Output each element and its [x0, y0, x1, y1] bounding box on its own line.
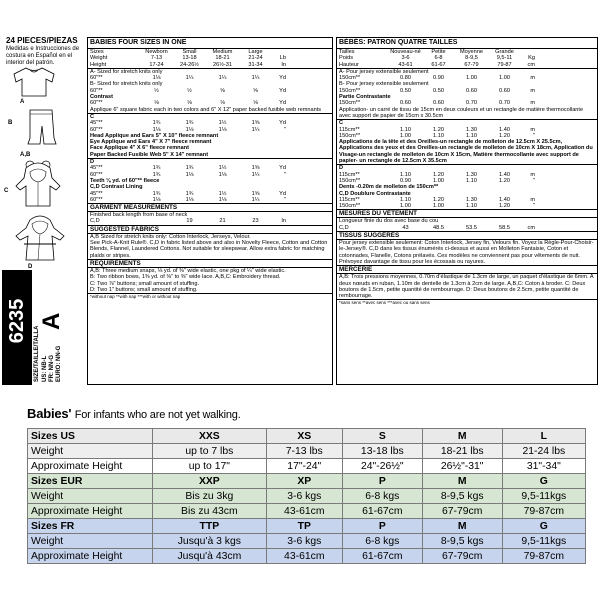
- size-chart-cell: XP: [266, 474, 342, 489]
- size-chart-table: [27, 428, 586, 564]
- size-chart-cell: XS: [266, 429, 342, 444]
- size-chart-row-label: Weight: [28, 534, 153, 549]
- figure-a-romper: [8, 66, 60, 98]
- en-contrast-label: Contrast: [90, 94, 113, 101]
- english-panel: [87, 37, 333, 385]
- size-chart-cell: 79-87cm: [502, 549, 585, 564]
- size-chart-cell: 24"-26½": [342, 459, 422, 474]
- size-chart-row-label: Sizes EUR: [28, 474, 153, 489]
- size-chart-cell: 9,5-11kgs: [502, 534, 585, 549]
- en-req-text: A,B: Three medium snaps, ⅛ yd. of ⅜" wide elastic, one pkg of ¼" wide elastic. B: Two ribbon bows, 1⅜ yd. of ⅜" to ⅜" wide lace. A,B,C: Embroidery thread. C: Two ⅞" buttons; small amount of stuffing. D: Two 1" buttons; small amount of stuffing.: [90, 267, 286, 293]
- en-d-label: D: [90, 159, 95, 166]
- size-chart-cell: 61-67cm: [342, 504, 422, 519]
- pattern-number: 6235: [6, 298, 28, 344]
- figure-d-label: D: [28, 264, 33, 270]
- spanish-note: Medidas e Instrucciones de costura en Español en el interior del patrón.: [6, 46, 80, 66]
- fr-teeth: Dents -0.20m de molleton de 150cm**: [339, 184, 439, 191]
- en-height-row: Height 17-24 24-26½ 26½-31 31-34 In: [90, 61, 286, 68]
- fr-b-text: B- Pour jersey extensible seulement: [339, 81, 429, 88]
- size-chart-cell: up to 17": [153, 459, 267, 474]
- english-heading: BABIES FOUR SIZES IN ONE: [88, 38, 332, 49]
- en-fabrics-text: A,B Sized for stretch knits only: Cotton Interlock, Jerseys, Velour. See Pick-A-Knit Rule®. C,D in fabric listed above and also in Novelty Fleece, Cotton and Cotton Blends, Flannel, Laundered Cottons. Not suitable for sleepwear. Allow extra fabric for matching plaids or stripes.: [90, 233, 328, 259]
- size-chart-row: [28, 519, 586, 534]
- size-chart-cell: 21-24 lbs: [502, 444, 585, 459]
- size-chart-cell: M: [422, 519, 502, 534]
- fr-b-row: 150cm** 0.50 0.50 0.60 0.60 m: [339, 87, 535, 94]
- en-d-row-60: 60"** 1¾ 1⅛ 1⅛ 1¼ ": [90, 171, 286, 178]
- size-chart-row-label: Approximate Height: [28, 549, 153, 564]
- fr-a-text: A- Pour jersey extensible seulement: [339, 68, 429, 75]
- size-chart-cell: P: [342, 474, 422, 489]
- fr-cd-row-150: 150cm** 1.00 1.00 1.10 1.20 ": [339, 203, 535, 210]
- size-chart-cell: 9,5-11kgs: [502, 489, 585, 504]
- size-chart-row: [28, 504, 586, 519]
- en-b-text: B- Sized for stretch knits only: [90, 81, 163, 88]
- size-chart-cell: XXP: [153, 474, 267, 489]
- en-fabrics-heading: SUGGESTED FABRICS: [88, 225, 332, 234]
- stamp-line-4: FR: NN-G: [49, 355, 55, 382]
- size-chart-cell: 61-67cm: [342, 549, 422, 564]
- fr-merc-text: A,B: Trois pressions moyennes, 0.70m d'élastique de 1.3cm de large, un paquet d'élastique de 6mm. A deux nœuds en ruban, 1.10m de dentelle de 1.3cm à 2cm de large. A,B,C: Coton à broder. C: Deux boutons de 1.5cm, petite quantité de rembourrage. D: Deux boutons de 2.5cm, petite quantité de rembourrage.: [339, 274, 594, 300]
- figure-c-hooded-jacket: [10, 160, 66, 210]
- size-chart-row-label: Approximate Height: [28, 459, 153, 474]
- stamp-line-3: US: NB-L: [42, 355, 48, 382]
- fr-c-applique-text: Applications de la tête et des Oreilles-un rectangle de molleton de 12.5cm X 25.5cm, Applications des yeux et des Oreilles-un rectangle de molleton de 10cm X 18cm, Application du Visage-un rectangle de molleton de 10cm X 15cm, Matière thermocollante avec support de papier- un rectangle de 12.5cm X 35.5cm: [339, 139, 593, 165]
- size-chart-cell: Jusqu'à 3 kgs: [153, 534, 267, 549]
- size-chart-row-label: Sizes FR: [28, 519, 153, 534]
- fr-garment-heading: MESURES DU VÊTEMENT: [337, 209, 597, 218]
- french-heading: BÉBÉS: PATRON QUATRE TAILLES: [337, 38, 597, 49]
- size-chart-cell: M: [422, 474, 502, 489]
- size-chart-cell: 3-6 kgs: [266, 534, 342, 549]
- size-chart-cell: P: [342, 519, 422, 534]
- size-chart-cell: 18-21 lbs: [422, 444, 502, 459]
- fr-d-row-150: 150cm** 0.90 1.00 1.10 1.20 ": [339, 177, 535, 184]
- figure-c-label: C: [4, 188, 9, 194]
- size-chart-row-label: Approximate Height: [28, 504, 153, 519]
- en-size-header: Sizes Newborn Small Medium Large: [90, 49, 263, 55]
- size-chart-cell: 6-8 kgs: [342, 534, 422, 549]
- size-chart-cell: 43-61cm: [266, 549, 342, 564]
- size-chart-cell: 26½"-31": [422, 459, 502, 474]
- size-chart-cell: 17"-24": [266, 459, 342, 474]
- fr-height-row: Hauteur 43-61 61-67 67-79 79-87 cm: [339, 61, 535, 68]
- en-c-row-45: 45"** 1¾ 1¾ 1½ 1⅝ Yd: [90, 120, 286, 127]
- fr-cd-row-115: 115cm** 1.10 1.20 1.30 1.40 m: [339, 196, 535, 203]
- size-chart-cell: 8-9,5 kgs: [422, 489, 502, 504]
- en-cd-lining: C,D Contrast Lining: [90, 184, 143, 191]
- size-chart-row-label: Weight: [28, 444, 153, 459]
- stamp-line-5: EURO: NN-G: [56, 345, 62, 382]
- size-chart-row: [28, 474, 586, 489]
- size-chart-cell: Bis zu 3kg: [153, 489, 267, 504]
- french-panel: [336, 37, 598, 385]
- fr-size-header: Tailles Nouveau-né Petite Moyenne Grande: [339, 49, 514, 55]
- en-weight-row: Weight 7-13 13-18 18-21 21-24 Lb: [90, 55, 286, 62]
- size-chart-cell: Bis zu 43cm: [153, 504, 267, 519]
- size-chart-row-label: Weight: [28, 489, 153, 504]
- size-stamp-side: [34, 270, 70, 385]
- size-chart-cell: XXS: [153, 429, 267, 444]
- size-chart-row: [28, 489, 586, 504]
- size-chart-cell: 6-8 kgs: [342, 489, 422, 504]
- fr-contrast-row: 150cm** 0.60 0.60 0.70 0.70 m: [339, 100, 535, 107]
- fr-fabrics-text: Pour jersey extensible seulement: Coton Interlock, Jersey fin, Velours fin. Voyez la Règle-Pour-Choisir-le-Jersey®. C,D dans les tissus énumérés ci-dessus et aussi en Molleton Fantaisie, Coton et cotonnades, Flanelle, Cotons prélavés. Ces modèles ne conviennent pas pour vêtements de nuit. Prévoyez davantage de tissu pour les écossais ou rayures.: [339, 240, 594, 265]
- en-contrast-row: 60"** ⅛ ⅛ ⅛ ⅛ Yd: [90, 100, 286, 107]
- fr-applique: Application- un carré de tissu de 15cm en deux couleurs et un rectangle de matière thermocollante avec support de papier de 15cm x 30.5cm: [339, 106, 584, 119]
- en-b-row: 60"** ½ ½ ⅝ ⅝ Yd: [90, 87, 286, 94]
- size-chart-cell: up to 7 lbs: [153, 444, 267, 459]
- size-chart-cell: G: [502, 474, 585, 489]
- fr-weight-row: Poids 3-6 6-8 8-9,5 9,5-11 Kg: [339, 55, 535, 62]
- fr-garment-row: C,D 43 48.5 53.5 58.5 cm: [339, 224, 535, 231]
- size-chart-cell: Jusqu'à 43cm: [153, 549, 267, 564]
- fr-garment-text: Longueur finie du dos avec base du cou: [339, 218, 439, 225]
- en-teeth: Teeth ⅛ yd. of 60"** fleece: [90, 177, 160, 184]
- en-cd-row-45: 45"** 1¾ 1¾ 1½ 1⅝ Yd: [90, 190, 286, 197]
- size-chart-cell: 13-18 lbs: [342, 444, 422, 459]
- size-chart-row: [28, 429, 586, 444]
- size-chart-cell: 7-13 lbs: [266, 444, 342, 459]
- stamp-big-letter: A: [38, 312, 65, 330]
- en-applique: Applique 6" square fabric each in two colors and 6" X 12" paper backed fusible web remnants: [90, 106, 322, 113]
- stamp-line-1: SIZE/TAILLE/TALLA: [34, 325, 40, 382]
- size-chart-cell: M: [422, 429, 502, 444]
- fr-c-label: C: [339, 120, 344, 127]
- size-chart-row-label: Sizes US: [28, 429, 153, 444]
- en-garment-text: Finished back length from base of neck: [90, 212, 188, 219]
- fr-merc-heading: MERCERIE: [337, 265, 597, 274]
- size-chart-subtitle: For infants who are not yet walking.: [74, 409, 241, 421]
- figure-ab-label: A,B: [20, 152, 31, 158]
- en-a-row: 60"** 1⅛ 1¼ 1¼ 1¼ Yd: [90, 75, 286, 82]
- fr-fabrics-heading: TISSUS SUGGÉRÉS: [337, 231, 597, 240]
- size-chart-cell: 67-79cm: [422, 504, 502, 519]
- size-chart-cell: G: [502, 519, 585, 534]
- en-garment-row: C,D 19 21 23 In: [90, 218, 286, 225]
- size-chart-title: [27, 406, 241, 421]
- size-chart-cell: S: [342, 429, 422, 444]
- fr-cd-lining: C,D Doublure Contrastante: [339, 190, 411, 197]
- fr-c-row-115: 115cm** 1.10 1.20 1.30 1.40 m: [339, 126, 535, 133]
- fr-d-row-115: 115cm** 1.10 1.20 1.30 1.40 m: [339, 171, 535, 178]
- en-d-row-45: 45"** 1¾ 1¾ 1½ 1⅝ Yd: [90, 165, 286, 172]
- figure-b-pants: [22, 108, 60, 148]
- en-footnote: *without nap **with nap ***with or without nap: [88, 293, 332, 300]
- size-chart-cell: TP: [266, 519, 342, 534]
- size-chart-row: [28, 534, 586, 549]
- figure-d-robe: [14, 214, 68, 264]
- size-chart-row: [28, 459, 586, 474]
- fr-a-row: 150cm** 0.80 0.90 1.00 1.00 m: [339, 75, 535, 82]
- pattern-number-stamp: [2, 270, 32, 385]
- fr-footnote: *sans sens **avec sens ***avec ou sans sens: [337, 299, 597, 306]
- figure-a-label: A: [20, 99, 25, 105]
- en-garment-heading: GARMENT MEASUREMENTS: [88, 203, 332, 212]
- size-chart-heading: Babies': [27, 406, 72, 421]
- size-chart-cell: 31"-34": [502, 459, 585, 474]
- en-req-heading: REQUIREMENTS: [88, 259, 332, 268]
- en-c-row-60: 60"** 1⅛ 1⅛ 1⅛ 1¼ ": [90, 126, 286, 133]
- size-chart-row: [28, 549, 586, 564]
- size-chart-cell: 67-79cm: [422, 549, 502, 564]
- size-chart-row: [28, 444, 586, 459]
- en-c-applique-text: Head Applique and Ears 5" X 10" fleece remnant Eye Applique and Ears 4" X 7" fleece remnant Face Applique 4" X 6" fleece remnant Paper Backed Fusible Web 5" X 14" remnant: [90, 132, 219, 158]
- size-chart-body: [28, 429, 586, 564]
- fr-c-row-150: 150cm** 1.00 1.10 1.10 1.20 ": [339, 132, 535, 139]
- size-chart-cell: L: [502, 429, 585, 444]
- size-chart-cell: 8-9,5 kgs: [422, 534, 502, 549]
- size-chart-cell: 79-87cm: [502, 504, 585, 519]
- size-chart-cell: 43-61cm: [266, 504, 342, 519]
- en-a-text: A- Sized for stretch knits only: [90, 68, 163, 75]
- en-cd-row-60: 60"** 1⅛ 1⅛ 1⅛ 1¼ ": [90, 196, 286, 203]
- size-chart-cell: 3-6 kgs: [266, 489, 342, 504]
- fr-contrast-label: Partie Contrastante: [339, 94, 391, 101]
- en-c-label: C: [90, 113, 95, 120]
- pieces-count: 24 PIECES/PIEZAS: [6, 36, 78, 45]
- fr-d-label: D: [339, 165, 344, 172]
- figure-b-label: B: [8, 120, 13, 126]
- size-chart-cell: TTP: [153, 519, 267, 534]
